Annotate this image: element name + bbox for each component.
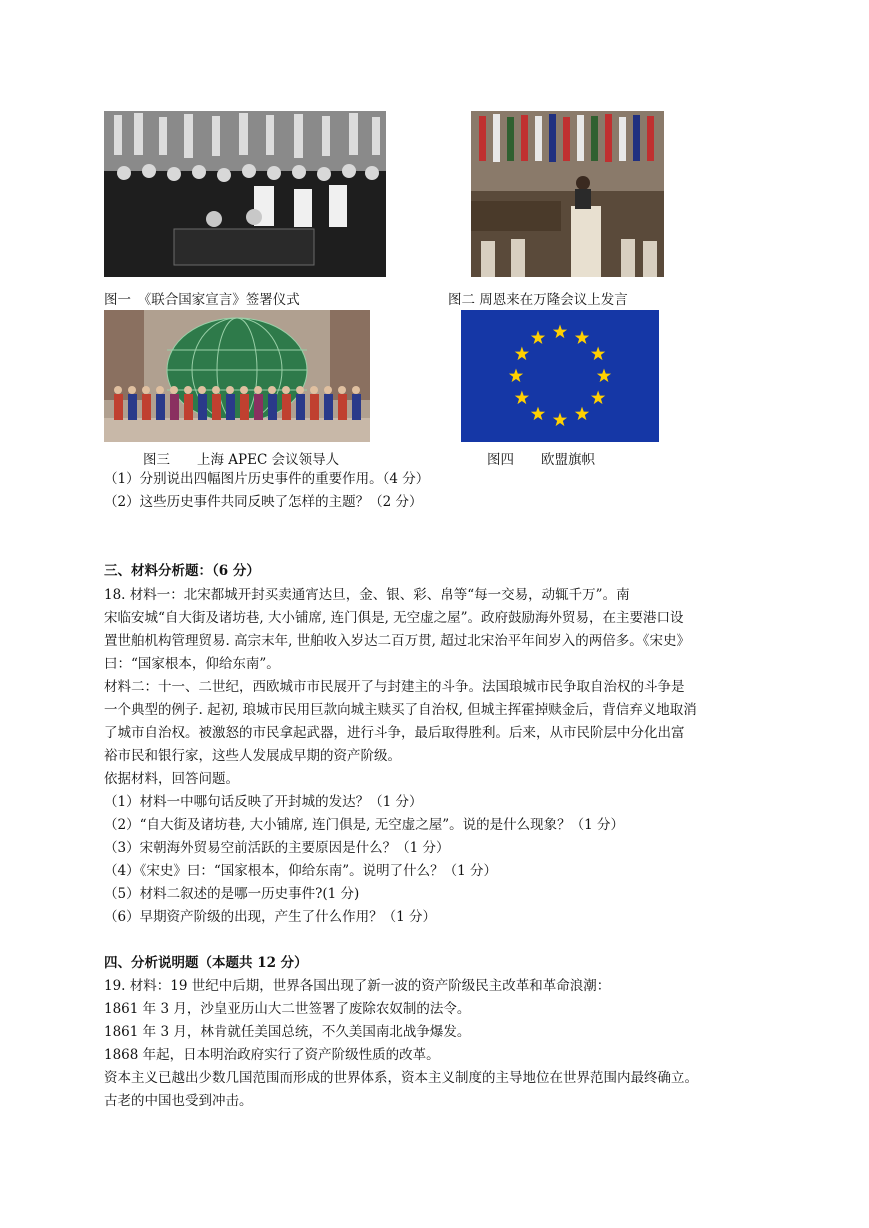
section3-question: （3）宋朝海外贸易空前活跃的主要原因是什么？（1 分） [104, 840, 450, 856]
section3-line: 一个典型的例子. 起初, 琅城市民用巨款向城主赎买了自治权, 但城主挥霍掉赎金后，背信弃义地取消 [104, 702, 697, 718]
figure1-photo [104, 111, 386, 277]
figure1-caption: 图一 《联合国家宣言》签署仪式 [104, 292, 300, 308]
section4-line: 资本主义已越出少数几国范围而形成的世界体系，资本主义制度的主导地位在世界范围内最终确立。 [104, 1070, 698, 1086]
section4-line: 古老的中国也受到冲击。 [104, 1093, 253, 1109]
section3-question: （1）材料一中哪句话反映了开封城的发达？（1 分） [104, 794, 423, 810]
section3-line: 了城市自治权。被激怒的市民拿起武器，进行斗争，最后取得胜利。后来，从市民阶层中分化出富 [104, 725, 685, 741]
section3-line: 材料二：十一、二世纪，西欧城市市民展开了与封建主的斗争。法国琅城市民争取自治权的斗争是 [104, 679, 685, 695]
section4-line: 19. 材料：19 世纪中后期，世界各国出现了新一波的资产阶级民主改革和革命浪潮： [104, 978, 611, 994]
figure2-photo [471, 111, 664, 277]
figure4-eu-flag [461, 310, 659, 442]
q17-sub1: （1）分别说出四幅图片历史事件的重要作用。（4 分） [104, 471, 430, 487]
figure3-caption: 图三 上海 APEC 会议领导人 [143, 452, 340, 468]
figure3-photo [104, 310, 370, 442]
section3-line: 置世舶机构管理贸易. 高宗末年, 世舶收入岁达二百万贯, 超过北宋治平年间岁入的两倍多。《宋史》 [104, 633, 690, 649]
section3-heading: 三、材料分析题：（6 分） [104, 563, 260, 579]
section3-question: （5）材料二叙述的是哪一历史事件?(1 分) [104, 886, 360, 902]
section4-line: 1861 年 3 月，林肯就任美国总统，不久美国南北战争爆发。 [104, 1024, 471, 1040]
section3-question: （6）早期资产阶级的出现，产生了什么作用？（1 分） [104, 909, 436, 925]
section3-line: 曰：“国家根本，仰给东南”。 [104, 656, 280, 672]
figure2-caption: 图二 周恩来在万隆会议上发言 [448, 292, 628, 308]
q17-sub2: （2）这些历史事件共同反映了怎样的主题？（2 分） [104, 494, 423, 510]
section3-question: （4）《宋史》曰：“国家根本，仰给东南”。说明了什么？（1 分） [104, 863, 498, 879]
section4-heading: 四、分析说明题（本题共 12 分） [104, 955, 308, 971]
section3-line: 依据材料，回答问题。 [104, 771, 239, 787]
section4-line: 1868 年起，日本明治政府实行了资产阶级性质的改革。 [104, 1047, 440, 1063]
figure4-caption: 图四 欧盟旗帜 [487, 452, 595, 468]
section3-line: 裕市民和银行家，这些人发展成早期的资产阶级。 [104, 748, 401, 764]
section3-question: （2）“自大街及诸坊巷, 大小铺席, 连门俱是, 无空虚之屋”。说的是什么现象？（1 分） [104, 817, 625, 833]
section3-line: 宋临安城“自大街及诸坊巷, 大小铺席, 连门俱是, 无空虚之屋”。政府鼓励海外贸易，在主要港口设 [104, 610, 684, 626]
section4-line: 1861 年 3 月，沙皇亚历山大二世签署了废除农奴制的法令。 [104, 1001, 471, 1017]
section3-line: 18. 材料一：北宋都城开封买卖通宵达旦，金、银、彩、帛等“每一交易，动辄千万”。南 [104, 587, 630, 603]
